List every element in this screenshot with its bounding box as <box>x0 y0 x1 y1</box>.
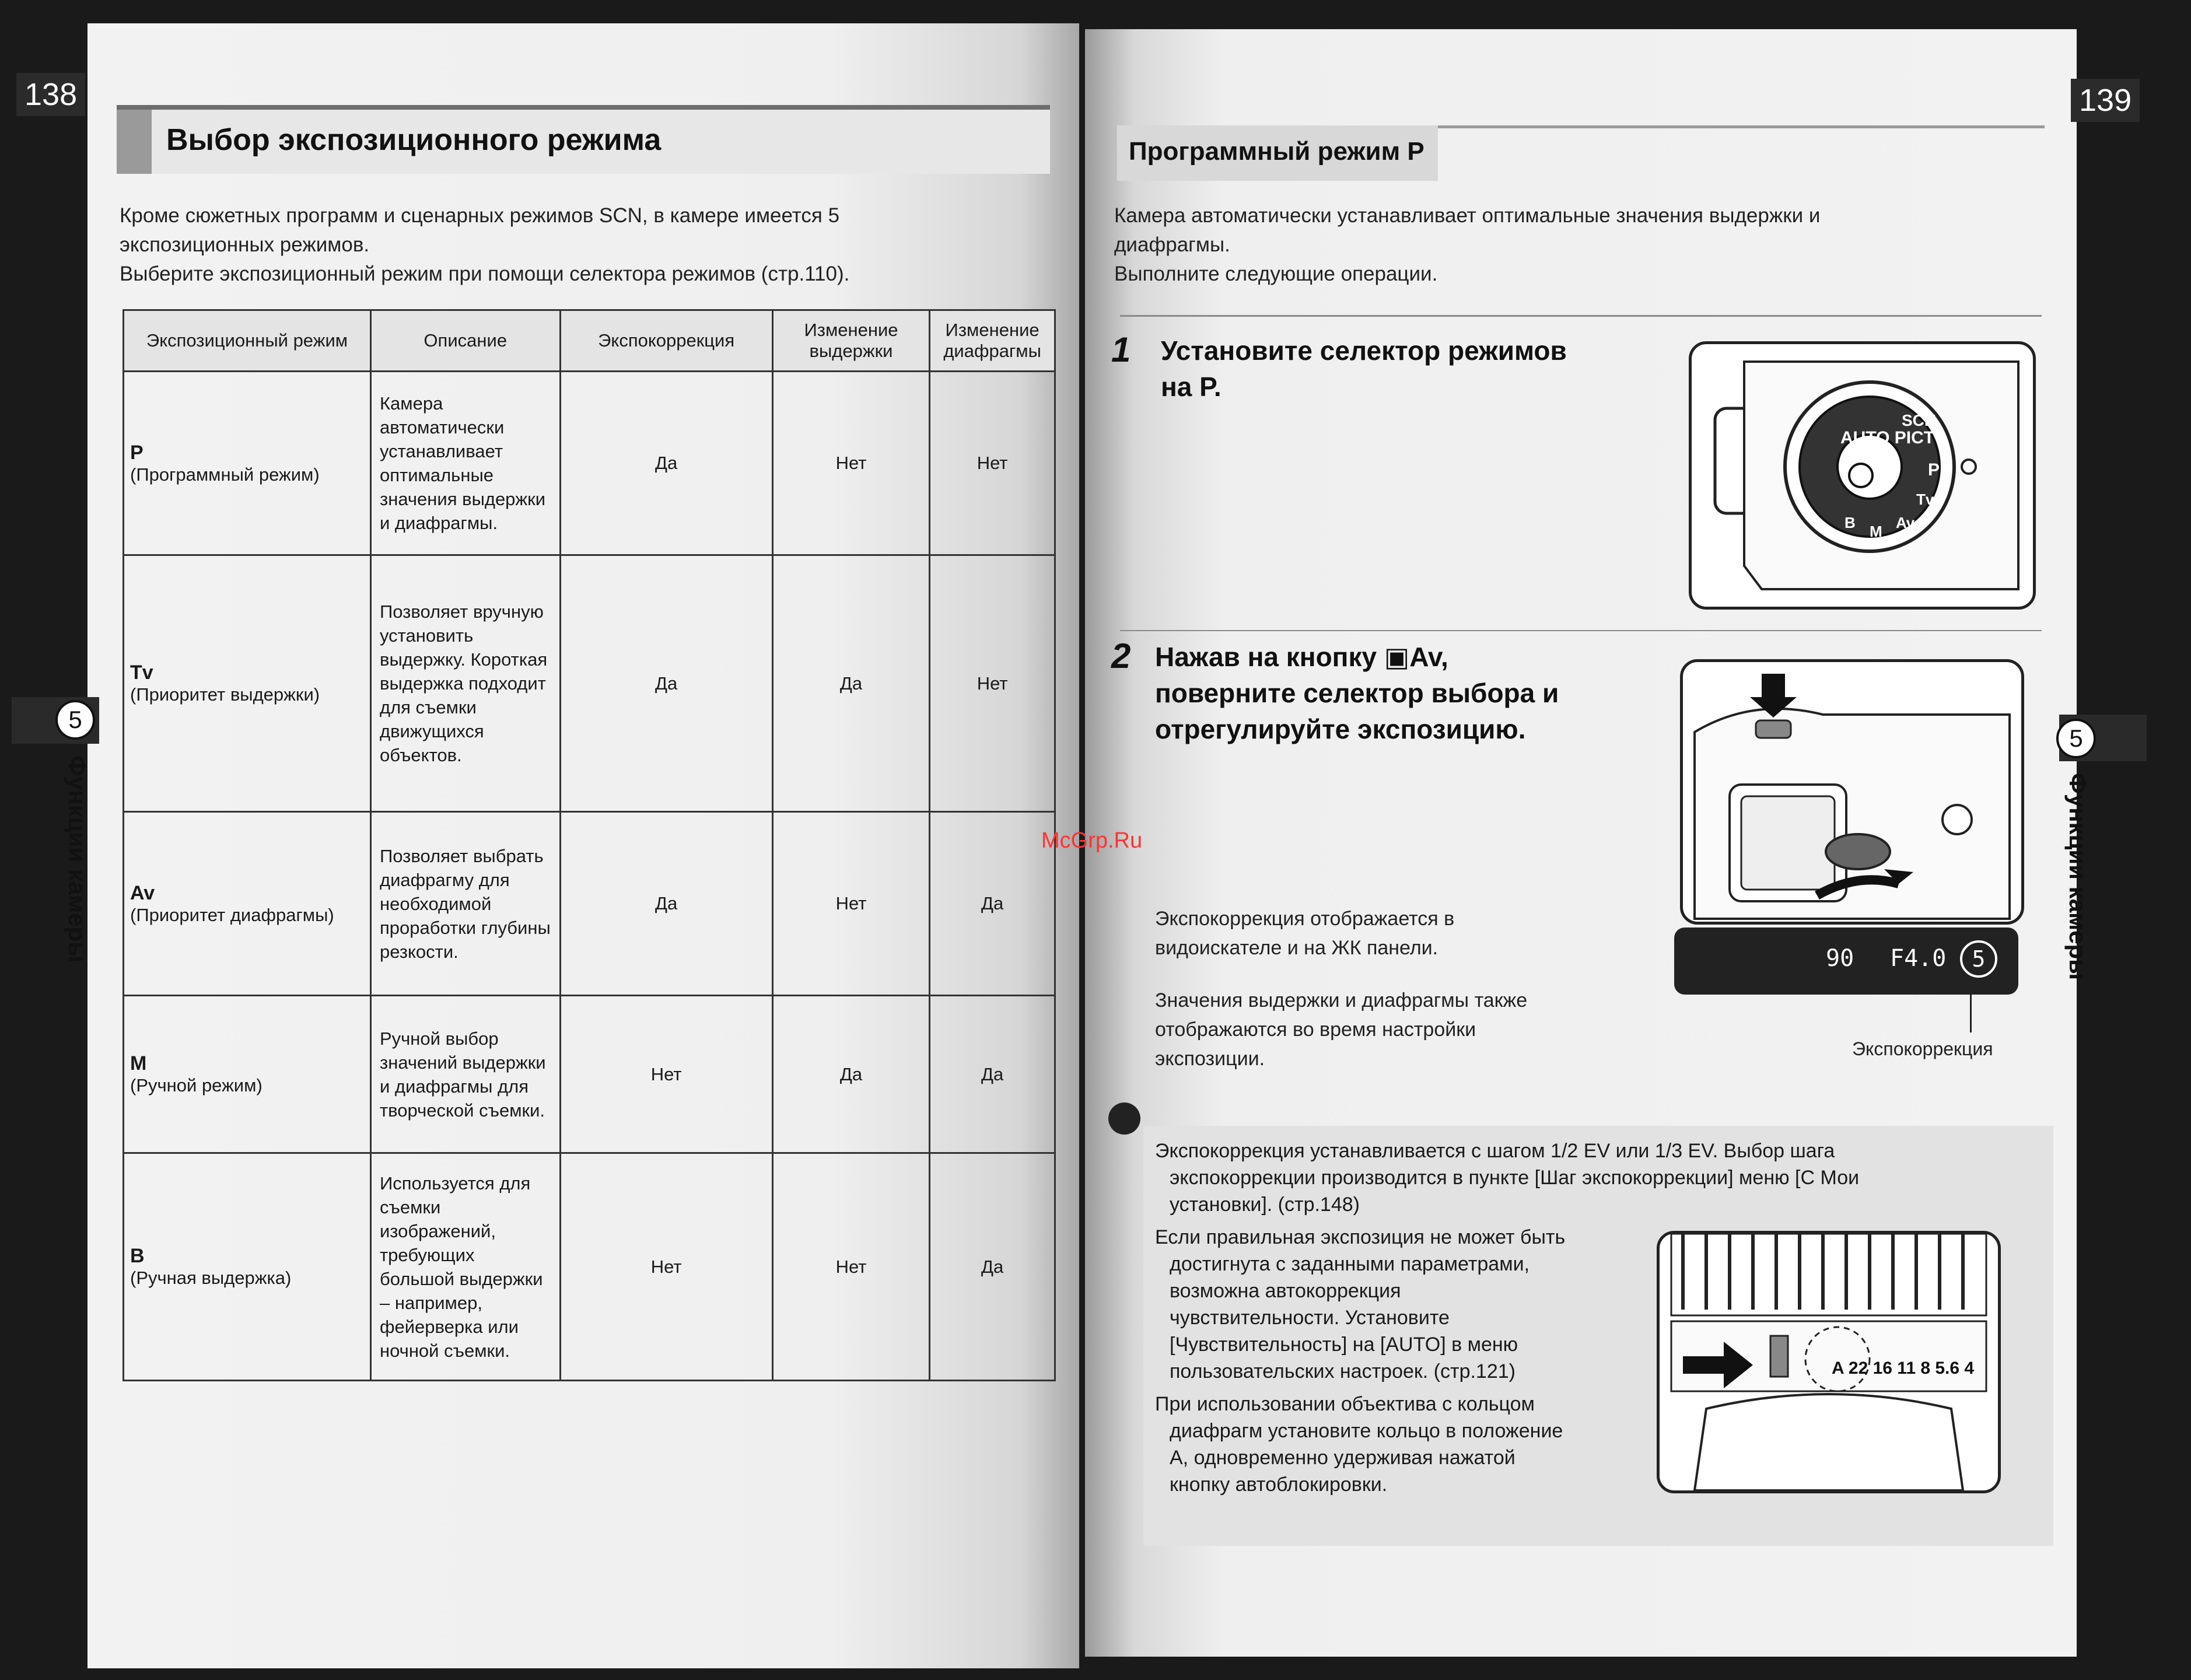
exposure-compensation-icon: 5 <box>1960 940 1997 978</box>
dial-label-scn: SCN <box>1902 411 1937 429</box>
mode-dial-drawing <box>1692 344 2033 607</box>
col-header-exp: Экспокоррекция <box>560 310 772 372</box>
right-intro-line-3: Выполните следующие операции. <box>1114 262 1438 285</box>
left-intro-line-1: Кроме сюжетных программ и сценарных режимов SCN, в камере имеется 5 <box>120 204 840 227</box>
step-2-line-2: поверните селектор выбора и <box>1155 678 1559 708</box>
shutter-value: Нет <box>772 372 929 555</box>
mode-code: P <box>130 441 144 464</box>
shutter-value: Нет <box>772 1153 929 1381</box>
dial-label-p: P <box>1928 460 1940 480</box>
left-page-number: 138 <box>16 73 85 116</box>
dial-label-tv: Tv <box>1916 491 1934 508</box>
aperture-value: Да <box>930 812 1055 996</box>
dial-label-m: M <box>1870 523 1882 540</box>
mode-code: Av <box>130 881 155 904</box>
lens-aperture-scale: A 22 16 11 8 5.6 4 <box>1832 1359 1975 1378</box>
right-page <box>1041 29 2077 1657</box>
tip-3-line-1: При использовании объектива с кольцом <box>1155 1393 1535 1415</box>
table-row <box>124 372 1055 555</box>
step-1-number: 1 <box>1111 330 1131 369</box>
title-accent <box>117 110 152 174</box>
tip-2-line-3: возможна автокоррекция <box>1170 1280 1401 1302</box>
lcd-panel <box>1674 928 2018 995</box>
mode-code: Tv <box>130 662 153 684</box>
tip-2-line-6: пользовательских настроек. (стр.121) <box>1170 1360 1516 1382</box>
col-header-aperture: Изменение диафрагмы <box>930 310 1055 372</box>
left-chapter-label: Функции камеры <box>64 755 91 963</box>
table-row <box>124 555 1055 812</box>
left-chapter-number: 5 <box>55 700 95 740</box>
table-row <box>124 996 1055 1153</box>
col-header-mode: Экспозиционный режим <box>124 310 371 372</box>
lcd-callout-line <box>1970 986 1972 1032</box>
aperture-value: Да <box>930 996 1055 1153</box>
col-header-shutter: Изменение выдержки <box>772 310 929 372</box>
right-page-title: Программный режим P <box>1129 137 1424 166</box>
left-intro-line-2: экспозиционных режимов. <box>120 233 370 256</box>
left-intro-line-3: Выберите экспозиционный режим при помощи селектора режимов (стр.110). <box>120 262 850 285</box>
mode-name: (Ручная выдержка) <box>130 1268 292 1288</box>
watermark: McGrp.Ru <box>1041 828 1143 853</box>
step-2-line-1: Нажав на кнопку ▣Av, <box>1155 642 1448 672</box>
left-page-title: Выбор экспозиционного режима <box>166 123 662 157</box>
mode-description: Ручной выбор значений выдержки и диафрагмы для творческой съемки. <box>370 996 560 1153</box>
lcd-aperture: F4.0 <box>1890 945 1947 972</box>
exp-value: Да <box>560 555 772 812</box>
exposure-modes-table <box>123 309 1056 1381</box>
tip-2-line-5: [Чувствительность] на [AUTO] в меню <box>1170 1334 1518 1356</box>
tip-2-line-2: достигнута с заданными параметрами, <box>1170 1253 1530 1275</box>
mode-cell <box>124 812 371 996</box>
exp-value: Да <box>560 372 772 555</box>
right-intro-line-2: диафрагмы. <box>1114 233 1230 256</box>
dial-label-av: Av <box>1896 514 1915 531</box>
table-row <box>124 812 1055 996</box>
tip-1-line-3: установки]. (стр.148) <box>1170 1194 1360 1216</box>
dial-label-auto: AUTO PICT <box>1840 428 1935 447</box>
left-page <box>88 23 1079 1668</box>
table-row <box>124 1153 1055 1381</box>
step2-note-2-line-1: Значения выдержки и диафрагмы также <box>1155 989 1528 1012</box>
mode-name: (Программный режим) <box>130 464 320 485</box>
lcd-shutter: 90 <box>1826 945 1854 972</box>
camera-top-illustration <box>1680 659 2024 925</box>
mode-description: Камера автоматически устанавливает оптимальные значения выдержки и диафрагмы. <box>370 372 560 555</box>
mode-code: B <box>130 1245 145 1267</box>
step2-note-2-line-3: экспозиции. <box>1155 1048 1265 1070</box>
tip-2-line-4: чувствительности. Установите <box>1170 1307 1450 1329</box>
mode-name: (Ручной режим) <box>130 1075 262 1096</box>
tip-2-line-1: Если правильная экспозиция не может быть <box>1155 1226 1566 1248</box>
shutter-value: Да <box>772 555 929 812</box>
shutter-value: Нет <box>772 812 929 996</box>
mode-cell <box>124 996 371 1153</box>
tip-3-line-2: диафрагм установите кольцо в положение <box>1170 1420 1563 1442</box>
mode-description: Позволяет выбрать диафрагму для необходимой проработки глубины резкости. <box>370 812 560 996</box>
step2-note-1-line-2: видоискателе и на ЖК панели. <box>1155 937 1438 959</box>
lcd-caption: Экспокоррекция <box>1852 1038 1993 1059</box>
tip-1-line-1: Экспокоррекция устанавливается с шагом 1/2 EV или 1/3 EV. Выбор шага <box>1155 1140 1835 1162</box>
right-page-number: 139 <box>2071 79 2140 122</box>
mode-description: Используется для съемки изображений, требующих большой выдержки – например, фейерверка или ночной съемки. <box>370 1153 560 1381</box>
dial-label-b: B <box>1845 514 1856 531</box>
shutter-value: Да <box>772 996 929 1153</box>
exp-value: Нет <box>560 996 772 1153</box>
lens-ring-illustration <box>1657 1231 2001 1493</box>
tip-1-line-2: экспокоррекции производится в пункте [Шаг экспокоррекции] меню [C Мои <box>1170 1167 1860 1189</box>
step-1-line-1: Установите селектор режимов <box>1161 335 1567 366</box>
aperture-value: Да <box>930 1153 1055 1381</box>
step2-note-2-line-2: отображаются во время настройки <box>1155 1019 1476 1041</box>
mode-description: Позволяет вручную установить выдержку. Короткая выдержка подходит для съемки движущихся объектов. <box>370 555 560 812</box>
right-intro-line-1: Камера автоматически устанавливает оптимальные значения выдержки и <box>1114 204 1821 227</box>
col-header-desc: Описание <box>370 310 560 372</box>
step2-note-1-line-1: Экспокоррекция отображается в <box>1155 908 1455 930</box>
step-2-number: 2 <box>1111 636 1131 676</box>
right-chapter-label: Функции камеры <box>2064 773 2092 981</box>
mode-name: (Приоритет диафрагмы) <box>130 904 334 925</box>
right-chapter-number: 5 <box>2056 719 2096 758</box>
aperture-value: Нет <box>930 372 1055 555</box>
step-1-line-2: на P. <box>1161 372 1222 402</box>
tips-icon <box>1108 1102 1140 1135</box>
tip-3-line-3: A, одновременно удерживая нажатой <box>1170 1447 1516 1469</box>
mode-dial-illustration <box>1689 341 2036 610</box>
tip-3-line-4: кнопку автоблокировки. <box>1170 1474 1388 1496</box>
camera-drawing <box>1683 662 2021 922</box>
table-header-row <box>124 310 1055 372</box>
step-2-line-3: отрегулируйте экспозицию. <box>1155 714 1526 744</box>
exp-value: Нет <box>560 1153 772 1381</box>
mode-name: (Приоритет выдержки) <box>130 684 320 705</box>
mode-cell <box>124 555 371 812</box>
step1-separator <box>1120 315 2042 317</box>
exp-value: Да <box>560 812 772 996</box>
mode-code: M <box>130 1052 147 1074</box>
step2-separator <box>1120 630 2042 631</box>
mode-cell <box>124 1153 371 1381</box>
aperture-value: Нет <box>930 555 1055 812</box>
lens-drawing <box>1660 1234 1998 1490</box>
mode-cell <box>124 372 371 555</box>
